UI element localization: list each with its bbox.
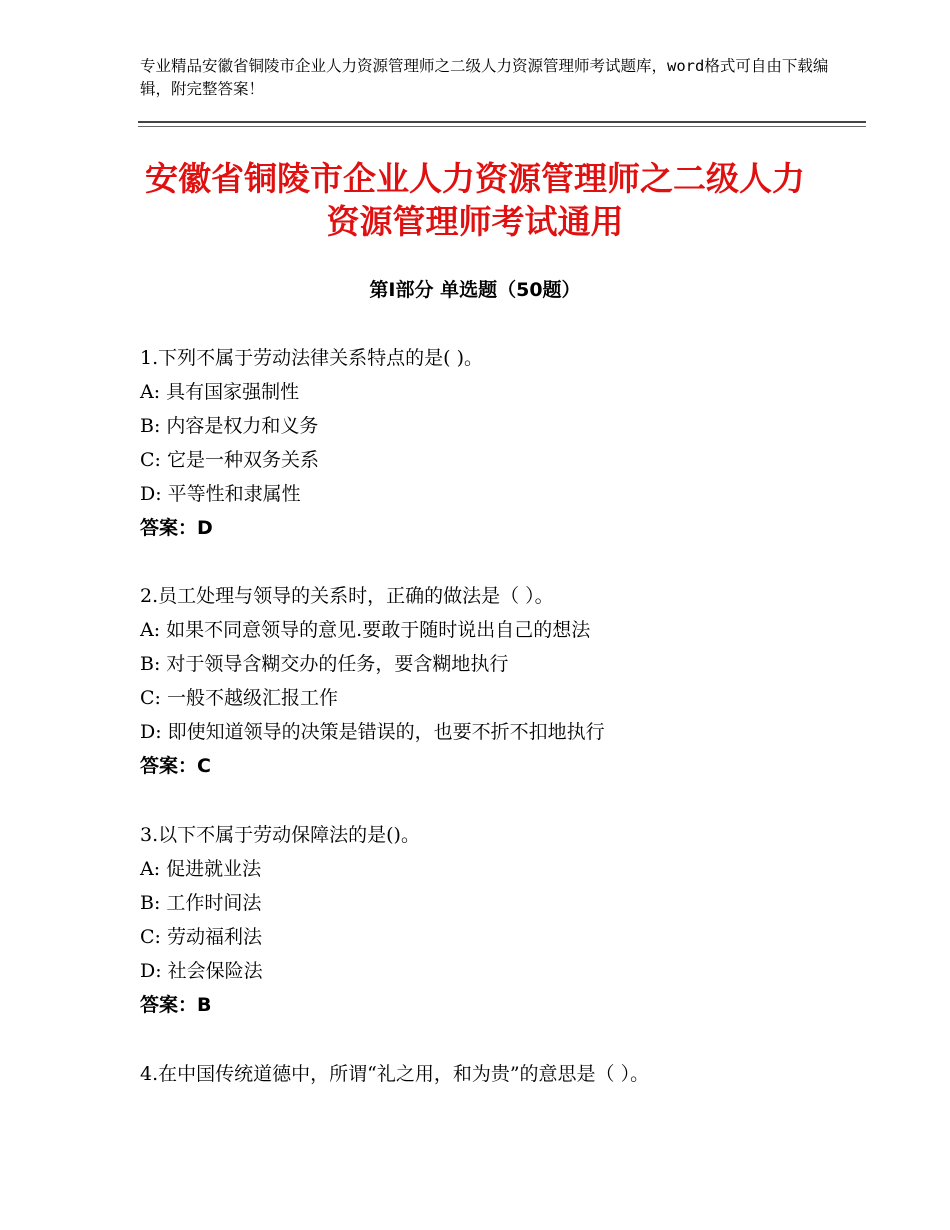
question-text: 1.下列不属于劳动法律关系特点的是( )。 <box>140 347 483 369</box>
option-a: A: 促进就业法 <box>140 858 262 880</box>
answer-text: 答案：D <box>140 517 213 539</box>
option-b: B: 内容是权力和义务 <box>140 415 319 437</box>
option-d: D: 即使知道领导的决策是错误的，也要不折不扣地执行 <box>140 721 605 743</box>
question-4 <box>140 1057 860 1091</box>
question-1 <box>140 341 860 545</box>
option-a: A: 如果不同意领导的意见.要敢于随时说出自己的想法 <box>140 619 591 641</box>
question-2 <box>140 579 860 783</box>
option-d: D: 平等性和隶属性 <box>140 483 301 505</box>
option-b: B: 工作时间法 <box>140 892 262 914</box>
question-text: 3.以下不属于劳动保障法的是()。 <box>140 824 420 846</box>
option-b: B: 对于领导含糊交办的任务，要含糊地执行 <box>140 653 509 675</box>
answer-text: 答案：C <box>140 755 211 777</box>
section-title: 第Ⅰ部分 单选题（50题） <box>369 279 581 301</box>
option-d: D: 社会保险法 <box>140 960 263 982</box>
option-c: C: 它是一种双务关系 <box>140 449 319 471</box>
answer-text: 答案：B <box>140 994 212 1016</box>
document-title: 安徽省铜陵市企业人力资源管理师之二级人力资源管理师考试通用 <box>145 159 805 241</box>
header-note: 专业精品安徽省铜陵市企业人力资源管理师之二级人力资源管理师考试题库，word格式可自由下载编辑，附完整答案！ <box>140 57 829 98</box>
question-text: 4.在中国传统道德中，所谓“礼之用，和为贵”的意思是（ ）。 <box>140 1063 650 1085</box>
question-3 <box>140 818 860 1022</box>
header-divider-thick <box>138 121 866 123</box>
option-c: C: 劳动福利法 <box>140 926 262 948</box>
option-c: C: 一般不越级汇报工作 <box>140 687 338 709</box>
option-a: A: 具有国家强制性 <box>140 381 300 403</box>
question-text: 2.员工处理与领导的关系时，正确的做法是（ ）。 <box>140 585 554 607</box>
header-divider-thin <box>138 126 866 127</box>
